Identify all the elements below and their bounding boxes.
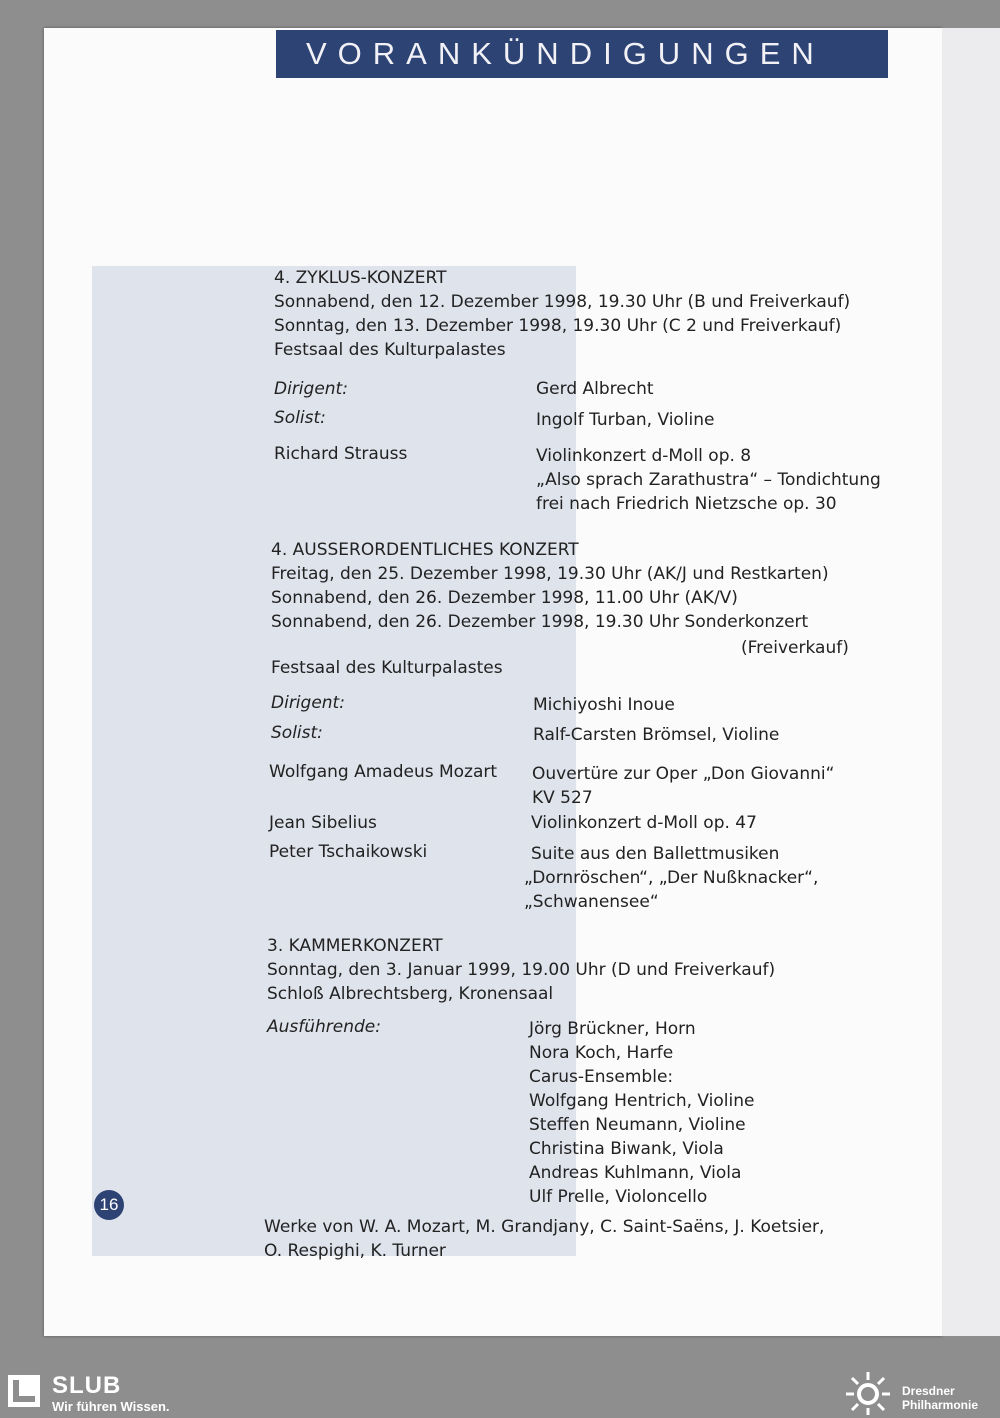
concert-2-solist: Ralf-Carsten Brömsel, Violine (533, 725, 780, 745)
concert-2-date-1: Freitag, den 25. Dezember 1998, 19.30 Uhr (AK/J und Restkarten) (271, 564, 829, 584)
concert-2-venue: Festsaal des Kulturpalastes (271, 658, 503, 678)
performer-2: Nora Koch, Harfe (529, 1043, 674, 1063)
concert-3-date: Sonntag, den 3. Januar 1999, 19.00 Uhr (D und Freiverkauf) (267, 960, 776, 980)
orchestra-name-line-1: Dresdner (902, 1384, 955, 1398)
concert-2-work-3-line-1: Suite aus den Ballettmusiken (531, 844, 780, 864)
concert-3-works-line-2: O. Respighi, K. Turner (264, 1241, 446, 1261)
concert-1-composer: Richard Strauss (274, 444, 408, 464)
concert-1-date-1: Sonnabend, den 12. Dezember 1998, 19.30 Uhr (B und Freiverkauf) (274, 292, 851, 312)
concert-1-date-2: Sonntag, den 13. Dezember 1998, 19.30 Uhr (C 2 und Freiverkauf) (274, 316, 842, 336)
concert-1-work-1: Violinkonzert d-Moll op. 8 (536, 446, 752, 466)
performer-1: Jörg Brückner, Horn (529, 1019, 696, 1039)
concert-2-work-2-line-1: Violinkonzert d-Moll op. 47 (531, 813, 757, 833)
concert-2 (271, 538, 829, 634)
concert-1-work-3: frei nach Friedrich Nietzsche op. 30 (536, 494, 837, 514)
concert-2-work-1 (532, 762, 834, 810)
concert-1-solist-label: Solist: (274, 408, 326, 428)
concert-2-dirigent: Michiyoshi Inoue (533, 695, 675, 715)
concert-3-performers (529, 1017, 754, 1209)
adjacent-page-edge (942, 28, 1000, 1336)
concert-2-work-1-line-1: Ouvertüre zur Oper „Don Giovanni“ (532, 764, 835, 784)
page-number: 16 (94, 1190, 124, 1220)
slub-logo-icon (8, 1375, 40, 1407)
concert-3-title: 3. KAMMERKONZERT (267, 936, 443, 956)
library-tagline: Wir führen Wissen. (52, 1399, 170, 1414)
concert-2-composer-1: Wolfgang Amadeus Mozart (269, 762, 498, 782)
concert-2-date-note: (Freiverkauf) (741, 638, 849, 658)
orchestra-name-line-2: Philharmonie (902, 1398, 979, 1412)
concert-3-performers-label: Ausführende: (267, 1017, 381, 1037)
performer-6: Christina Biwank, Viola (529, 1139, 724, 1159)
concert-2-composer-3: Peter Tschaikowski (269, 842, 428, 862)
concert-1-dirigent-label: Dirigent: (274, 379, 348, 399)
concert-2-work-3-line-3: „Schwanensee“ (524, 892, 659, 912)
concert-3-works (264, 1215, 824, 1263)
concert-1-dirigent: Gerd Albrecht (536, 379, 654, 399)
performer-5: Steffen Neumann, Violine (529, 1115, 746, 1135)
concert-1-title: 4. ZYKLUS-KONZERT (274, 268, 447, 288)
concert-2-work-3-line-2: „Dornröschen“, „Der Nußknacker“, (524, 868, 819, 888)
performer-7: Andreas Kuhlmann, Viola (529, 1163, 742, 1183)
concert-1-venue: Festsaal des Kulturpalastes (274, 340, 506, 360)
concert-3-works-line-1: Werke von W. A. Mozart, M. Grandjany, C. Saint-Saëns, J. Koetsier, (264, 1217, 825, 1237)
section-title: VORANKÜNDIGUNGEN (306, 36, 825, 71)
orchestra-logo-icon (842, 1370, 894, 1416)
orchestra-name (902, 1384, 978, 1412)
performer-8: Ulf Prelle, Violoncello (529, 1187, 708, 1207)
concert-2-dirigent-label: Dirigent: (271, 693, 345, 713)
concert-1-work-2: „Also sprach Zarathustra“ – Tondichtung (536, 470, 881, 490)
concert-3 (267, 934, 775, 1006)
concert-3-venue: Schloß Albrechtsberg, Kronensaal (267, 984, 554, 1004)
concert-2-date-2: Sonnabend, den 26. Dezember 1998, 11.00 Uhr (AK/V) (271, 588, 738, 608)
concert-1-works (536, 444, 881, 516)
concert-2-work-3 (524, 842, 818, 914)
concert-1 (274, 266, 850, 362)
concert-2-composer-2: Jean Sibelius (269, 813, 377, 833)
performer-3: Carus-Ensemble: (529, 1067, 674, 1087)
library-name: SLUB (52, 1372, 122, 1399)
concert-2-solist-label: Solist: (271, 723, 323, 743)
performer-4: Wolfgang Hentrich, Violine (529, 1091, 755, 1111)
section-header (276, 30, 888, 78)
concert-1-solist: Ingolf Turban, Violine (536, 410, 715, 430)
concert-2-title: 4. AUSSERORDENTLICHES KONZERT (271, 540, 579, 560)
concert-2-date-3: Sonnabend, den 26. Dezember 1998, 19.30 Uhr Sonderkonzert (271, 612, 809, 632)
concert-2-work-1-line-2: KV 527 (532, 788, 593, 808)
